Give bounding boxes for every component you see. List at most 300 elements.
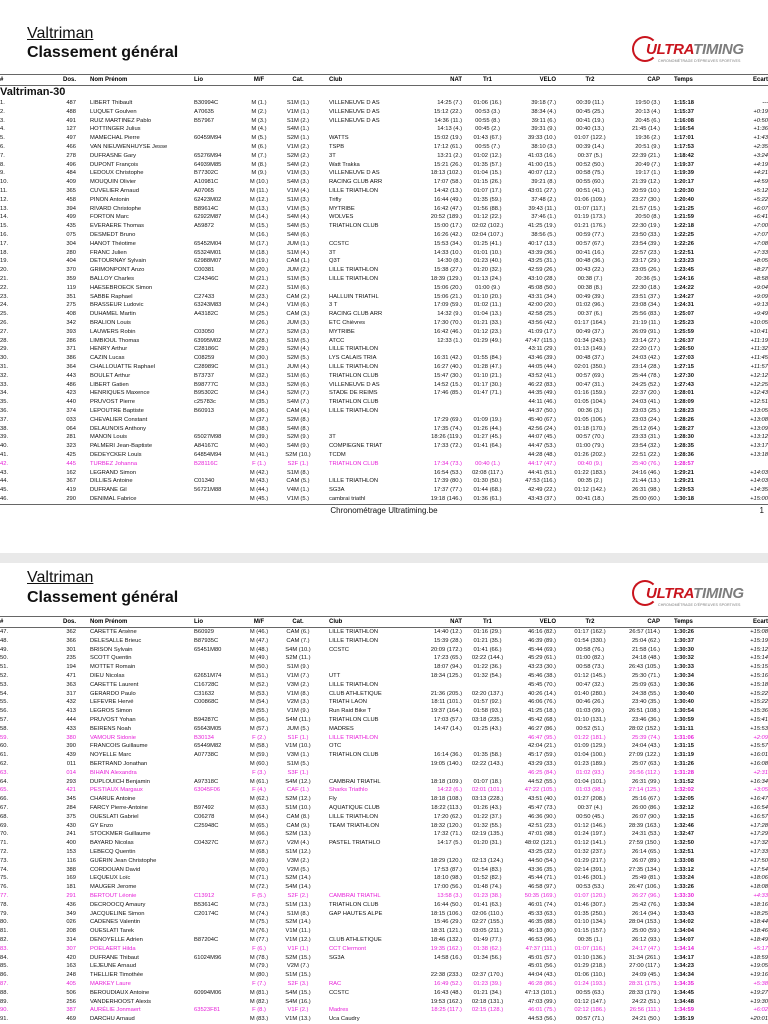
cell-dossard: 440 <box>66 399 76 406</box>
cell-bike: 40:26 (14.) <box>527 690 556 697</box>
cell-time: 1:32:47 <box>674 831 694 838</box>
cell-t1: 01:23 (40.) <box>473 258 502 265</box>
cell-time: 1:34:48 <box>674 998 694 1005</box>
cell-name: PALMERI Jean-Baptiste <box>90 443 153 450</box>
cell-bike: 45:01 (57.) <box>527 954 556 961</box>
cell-gap: +13:12 <box>750 434 768 441</box>
cell-time: 1:24:22 <box>674 284 694 291</box>
cell-time: 1:34:34 <box>674 972 694 979</box>
cell-swim: 14:58 (16.) <box>433 954 462 961</box>
cell-dossard: 469 <box>66 1016 76 1023</box>
cell-dossard: 436 <box>66 901 76 908</box>
cell-time: 1:18:42 <box>674 152 694 159</box>
cell-gap: +13:18 <box>750 452 768 458</box>
cell-name: PRUVOST Yohan <box>90 717 136 723</box>
cell-t2: 01:54 (330.) <box>574 637 606 644</box>
cell-sex: M (18.) <box>249 249 269 256</box>
cell-t1: 02:04 (107.) <box>471 232 504 238</box>
cell-club: LILLE TRIATHLON <box>329 346 379 353</box>
cell-time: 1:24:16 <box>674 276 694 282</box>
cell-dossard: 365 <box>66 188 76 194</box>
cell-name: DELESALLE Brieuc <box>90 637 142 644</box>
cell-dossard: 496 <box>66 161 76 168</box>
cell-swim: 17:53 (87.) <box>433 866 462 873</box>
cell-sex: M (77.) <box>249 937 269 943</box>
cell-dossard: 241 <box>66 831 76 838</box>
cell-swim: 14:36 (11.) <box>434 117 462 124</box>
cell-run: 25:40 (76.) <box>631 460 660 467</box>
cell-rank: 56. <box>0 708 9 715</box>
cell-run: 28:39 (163.) <box>628 822 660 829</box>
cell-name: FORTON Marc <box>90 214 129 221</box>
cell-name: VANDERHOOST Alexis <box>90 998 151 1005</box>
cell-t1: 01:01 (10.) <box>473 249 502 256</box>
cell-sex: M (66.) <box>249 831 269 838</box>
cell-dossard: 248 <box>66 972 76 979</box>
cell-dossard: 499 <box>66 214 76 221</box>
cell-gap: +14:03 <box>750 478 768 485</box>
cell-club: LILLE TRIATHLON <box>329 813 379 820</box>
cell-dossard: 278 <box>66 152 76 159</box>
cell-sex: M (25.) <box>249 311 269 318</box>
cell-sex: M (33.) <box>249 381 269 388</box>
cell-name: DUPLOUICH Benjamin <box>90 778 150 785</box>
cell-time: 1:33:12 <box>674 866 694 873</box>
cell-rank: 32. <box>0 372 9 379</box>
cell-t2: 01:06 (110.) <box>574 972 606 979</box>
cell-rank: 45. <box>0 487 9 494</box>
cell-sex: M (55.) <box>249 708 269 715</box>
cell-dossard: 458 <box>66 196 76 203</box>
cell-dossard: 301 <box>66 646 76 653</box>
cell-swim: 15:06 (20.) <box>433 284 462 291</box>
cell-sex: M (3.) <box>251 117 267 124</box>
cell-name: SABBE Raphael <box>90 293 133 300</box>
cell-run: 23:03 (25.) <box>631 408 660 414</box>
cell-category: CAM (4.) <box>286 408 310 414</box>
cell-t2: 00:52 (51.) <box>575 725 605 732</box>
cell-rank: 71. <box>0 840 9 847</box>
cell-sex: M (36.) <box>249 408 269 414</box>
cell-swim: 18:29 (120.) <box>430 857 462 864</box>
cell-time: 1:23:45 <box>674 267 694 274</box>
cell-name: VAN NIEUWENHUYSE Jesse <box>90 144 168 150</box>
cell-sex: M (11.) <box>250 188 268 194</box>
cell-sex: M (68.) <box>249 849 269 855</box>
cell-club: LILLE TRIATHLON <box>329 681 379 688</box>
cell-rank: 87. <box>0 981 9 987</box>
cell-sex: M (24.) <box>249 302 269 309</box>
table-row <box>0 205 768 214</box>
cell-run: 20:13 (4.) <box>635 108 660 115</box>
cell-bike: 44:04 (43.) <box>527 972 556 979</box>
table-row <box>0 161 768 170</box>
cell-swim: 14:33 (10.) <box>433 249 462 256</box>
cell-category: V1M (5.) <box>286 205 310 212</box>
cell-name: LIMBIOUL Thomas <box>90 337 140 344</box>
cell-run: 24:18 (48.) <box>631 655 660 662</box>
cell-sex: M (69.) <box>249 857 269 864</box>
cell-t1: 02:01 (101.) <box>471 787 504 794</box>
table-row <box>0 945 768 954</box>
cell-category: V1M (5.) <box>286 496 310 502</box>
cell-licence: C00381 <box>194 267 215 274</box>
cell-name: MOUQUIN Olivier <box>90 179 137 186</box>
cell-gap: +15:22 <box>750 690 768 697</box>
cell-name: DENOYELLE Adrien <box>90 937 143 943</box>
cell-t1: 02:22 (143.) <box>471 761 504 767</box>
table-row <box>0 381 768 390</box>
cell-sex: M (8.) <box>251 161 267 168</box>
cell-t1: 01:20 (31.) <box>473 840 502 847</box>
cell-rank: 15. <box>0 223 9 230</box>
cell-t1: 01:26 (44.) <box>473 425 502 432</box>
cell-sex: M (34.) <box>249 390 269 397</box>
cell-t2: 00:47 (31.) <box>575 381 605 388</box>
cell-swim: 15:47 (30.) <box>433 372 462 379</box>
cell-name: BOULET Arthur <box>90 372 131 379</box>
cell-rank: 68. <box>0 813 9 820</box>
cell-category: V1M (8.) <box>286 690 310 697</box>
cell-time: 1:33:08 <box>674 857 694 864</box>
cell-swim: 17:37 (77.) <box>433 487 462 494</box>
cell-rank: 1. <box>0 100 5 106</box>
cell-t1: 01:28 (47.) <box>473 364 502 370</box>
cell-run: 26:51 (108.) <box>628 708 660 715</box>
cell-swim: 14:22 (6.) <box>437 787 462 794</box>
cell-t1: 01:23 (39.) <box>473 981 502 987</box>
cell-name: FARCY Pierre-Antoine <box>90 805 148 811</box>
cell-bike: 44:41 (51.) <box>527 469 556 476</box>
section-title: Valtriman-30 <box>0 86 66 98</box>
cell-swim: 18:46 (132.) <box>430 937 462 943</box>
cell-name: DILLIES Antoine <box>90 478 133 485</box>
cell-name: THELLIER Timothée <box>90 972 144 979</box>
cell-time: 1:31:26 <box>674 761 694 767</box>
cell-gap: +20:01 <box>750 1016 768 1023</box>
cell-t1: 00:55 (7.) <box>475 144 500 150</box>
cell-bike: 46:06 (76.) <box>527 699 556 706</box>
cell-gap: +19:27 <box>750 989 768 996</box>
cell-rank: 91. <box>0 1016 9 1023</box>
cell-t1: 01:02 (11.) <box>473 302 502 309</box>
cell-t1: 01:04 (15.) <box>473 170 502 177</box>
cell-category: JUM (2.) <box>286 267 310 274</box>
cell-gap: +11:45 <box>750 355 768 362</box>
cell-gap: +18:25 <box>750 910 768 917</box>
cell-gap: +9:04 <box>753 284 768 291</box>
cell-t1: 03:13 (228.) <box>471 796 504 803</box>
cell-swim: 15:53 (34.) <box>433 240 462 247</box>
cell-rank: 84. <box>0 954 9 961</box>
table-row <box>0 910 768 919</box>
cell-t2: 01:04 (100.) <box>574 752 606 759</box>
cell-swim: 19:35 (162.) <box>430 945 462 952</box>
cell-licence: 60459M94 <box>194 135 222 142</box>
cell-time: 1:30:33 <box>674 664 694 671</box>
cell-bike: 38:34 (4.) <box>531 108 556 115</box>
cell-licence: 56721M88 <box>194 487 222 494</box>
cell-category: S1M (13.) <box>285 901 311 908</box>
cell-gap: +5:38 <box>753 981 768 987</box>
cell-sex: M (10.) <box>249 179 269 186</box>
cell-swim: 12:33 (1.) <box>437 337 462 344</box>
cell-swim: 13:21 (2.) <box>437 152 462 159</box>
cell-run: 26:09 (91.) <box>631 328 660 335</box>
cell-gap: +17:50 <box>750 857 768 864</box>
cell-club: VILLENEUVE D AS <box>329 170 380 177</box>
cell-licence: B53614C <box>194 901 219 908</box>
cell-licence: A70635 <box>194 108 214 115</box>
cell-sex: M (43.) <box>249 478 269 485</box>
cell-bike: 45:08 (50.) <box>527 284 556 291</box>
cell-rank: 54. <box>0 690 9 697</box>
cell-sex: M (17.) <box>249 240 269 247</box>
cell-bike: 42:59 (26.) <box>527 267 556 274</box>
cell-t1: 01:21 (34.) <box>473 989 502 996</box>
cell-sex: F (2.) <box>252 734 266 741</box>
cell-name: LEGROS Simon <box>90 708 133 715</box>
table-row <box>0 839 768 848</box>
cell-run: 23:40 (35.) <box>631 699 660 706</box>
cell-bike: 43:25 (31.) <box>527 258 556 265</box>
cell-run: 24:03 (41.) <box>631 399 660 406</box>
cell-t1: 01:23 (38.) <box>473 893 502 899</box>
cell-t1: 01:32 (54.) <box>473 673 502 679</box>
cell-gap: +15:57 <box>750 743 768 750</box>
cell-t2: 00:48 (36.) <box>575 258 605 265</box>
cell-rank: 44. <box>0 478 9 485</box>
cell-swim: 14:25 (7.) <box>437 100 462 106</box>
cell-club: TRIATHLON CLUB <box>329 223 379 230</box>
cell-run: 23:05 (26.) <box>631 267 660 274</box>
cell-dossard: 439 <box>66 752 76 759</box>
cell-t2: 01:35 (250.) <box>574 910 606 917</box>
cell-t2: 01:29 (217.) <box>574 857 606 864</box>
table-row <box>0 1006 768 1015</box>
cell-bike: 46:39 (89.) <box>527 637 556 644</box>
cell-category: JUM (5.) <box>286 725 310 732</box>
table-row <box>0 363 768 372</box>
cell-licence: B60913 <box>194 408 214 414</box>
cell-run: 21:44 (13.) <box>631 478 660 485</box>
cell-gap: +12:51 <box>750 399 768 406</box>
cell-sex: F (6.) <box>252 945 266 952</box>
cell-rank: 28. <box>0 337 9 344</box>
cell-club: Sharks Triathlo <box>329 787 368 794</box>
cell-gap: +3:24 <box>753 152 768 159</box>
cell-time: 1:27:30 <box>674 372 694 379</box>
cell-club: LYS CALAIS TRIA <box>329 355 377 362</box>
cell-club: RAC <box>329 981 342 987</box>
cell-rank: 69. <box>0 822 9 829</box>
cell-dossard: 364 <box>66 364 76 370</box>
cell-dossard: 371 <box>66 346 76 353</box>
cell-t1: 01:35 (59.) <box>473 196 502 203</box>
cell-rank: 13. <box>0 205 9 212</box>
cell-t1: 01:21 (33.) <box>473 320 502 326</box>
cell-sex: M (76.) <box>249 928 269 935</box>
cell-club: CAMBRAI TRIATHL <box>329 893 381 899</box>
cell-bike: 46:13 (80.) <box>527 928 556 935</box>
cell-rank: 55. <box>0 699 9 706</box>
cell-club: CCSTC <box>329 989 349 996</box>
cell-club: 3T <box>329 152 336 159</box>
cell-gap: +16:57 <box>750 813 768 820</box>
cell-dossard: 208 <box>66 928 76 935</box>
table-row <box>0 830 768 839</box>
cell-club: CAMBRAI TRIATHL <box>329 778 381 785</box>
cell-run: 20:59 (10.) <box>631 188 660 194</box>
cell-gap: +9:09 <box>753 293 768 300</box>
cell-rank: 26. <box>0 320 9 326</box>
cell-club: HALLUIN TRIATHL <box>329 293 379 300</box>
cell-category: CAM (2.) <box>286 293 310 300</box>
cell-licence: B95302C <box>194 390 219 397</box>
cell-dossard: 380 <box>66 734 76 741</box>
cell-sex: M (38.) <box>249 425 269 432</box>
cell-category: V1M (3.) <box>286 170 310 177</box>
cell-bike: 46:47 (95.) <box>527 734 556 741</box>
cell-category: S4M (14.) <box>285 884 311 891</box>
cell-gap: +3:05 <box>753 787 768 794</box>
cell-licence: B87204C <box>194 937 219 943</box>
cell-category: CAF (1.) <box>287 787 309 794</box>
cell-club: CCT Clermont <box>329 945 366 952</box>
cell-rank: 75. <box>0 875 9 882</box>
cell-t1: 01:06 (16.) <box>473 100 502 106</box>
cell-category: S2M (11.) <box>285 655 311 662</box>
cell-sex: F (7.) <box>252 981 266 987</box>
cell-category: V4M (1.) <box>286 487 310 494</box>
cell-run: 24:04 (43.) <box>631 743 660 750</box>
cell-t1: 01:56 (88.) <box>473 205 502 212</box>
cell-sex: M (51.) <box>249 673 269 679</box>
cell-club: LILLE TRIATHLON <box>329 408 379 414</box>
cell-category: S1M (9.) <box>286 664 310 671</box>
table-row <box>0 654 768 663</box>
cell-t2: 01:17 (164.) <box>574 320 606 326</box>
col-bike: VELO <box>539 77 556 83</box>
cell-run: 26:43 (105.) <box>628 664 660 671</box>
cell-sex: F (5.) <box>252 893 266 899</box>
cell-swim: 17:29 (69.) <box>433 416 462 423</box>
cell-bike: 46:27 (86.) <box>527 725 556 732</box>
cell-bike: 46:01 (75.) <box>527 1007 556 1014</box>
cell-time: 1:25:59 <box>674 328 694 335</box>
cell-bike: 45:47 (73.) <box>527 805 556 811</box>
cell-t2: 00:57 (71.) <box>575 1016 605 1023</box>
table-row <box>0 901 768 910</box>
cell-licence: B98777C <box>194 381 219 388</box>
cell-run: 25:12 (64.) <box>631 425 660 432</box>
cell-run: 26:57 (114.) <box>629 629 660 635</box>
cell-t2: 00:46 (26.) <box>575 699 605 706</box>
cell-t2: 01:12 (142.) <box>574 487 606 494</box>
cell-swim: 18:25 (117.) <box>431 1007 462 1014</box>
table-row <box>0 980 768 989</box>
cell-name: DIEU Nicolas <box>90 673 125 679</box>
table-row <box>0 1015 768 1024</box>
cell-swim: 22:38 (233.) <box>430 972 462 979</box>
cell-rank: 7. <box>0 152 5 159</box>
cell-category: S2M (2.) <box>286 152 310 159</box>
cell-rank: 59. <box>0 734 9 741</box>
cell-t2: 01:27 (208.) <box>574 796 606 803</box>
cell-sex: M (27.) <box>249 328 269 335</box>
cell-sex: M (19.) <box>249 258 269 265</box>
cell-time: 1:31:06 <box>674 734 694 741</box>
cell-bike: 43:25 (32.) <box>527 849 556 855</box>
cell-time: 1:32:12 <box>674 805 694 811</box>
cell-dossard: 317 <box>66 690 76 697</box>
cell-time: 1:31:19 <box>674 752 694 759</box>
cell-swim: 18:34 (125.) <box>430 673 462 679</box>
cell-gap: +16:34 <box>750 778 768 785</box>
cell-run: 25:09 (63.) <box>631 681 660 688</box>
cell-gap: +18:08 <box>750 884 768 891</box>
cell-gap: +19:30 <box>750 998 768 1005</box>
cell-t1: 02:19 (135.) <box>471 831 504 838</box>
cell-swim: 14:52 (15.) <box>433 381 462 388</box>
cell-rank: 27. <box>0 328 9 335</box>
cell-bike: 43:52 (41.) <box>527 372 556 379</box>
table-row <box>0 389 768 398</box>
cell-name: BIHAIN Alexandra <box>90 769 137 776</box>
cell-gap: +9:13 <box>753 302 768 309</box>
cell-swim: 17:03 (57.) <box>433 717 462 723</box>
cell-time: 1:19:37 <box>674 161 694 168</box>
cell-name: BAYARD Nicolas <box>90 840 134 847</box>
cell-t1: 00:53 (3.) <box>475 108 500 115</box>
cell-licence: C28186C <box>194 346 219 353</box>
cell-dossard: 026 <box>66 919 76 926</box>
cell-licence: A07738C <box>194 752 219 759</box>
cell-swim: 14:42 (13.) <box>433 188 462 194</box>
cell-t1: 01:13 (24.) <box>473 276 502 282</box>
cell-t2: 01:07 (117.) <box>574 205 606 212</box>
cell-gap: +6:02 <box>753 1007 768 1014</box>
cell-bike: 41:00 (15.) <box>527 161 556 168</box>
cell-t1: 02:15 (128.) <box>471 1007 504 1014</box>
cell-t2: 01:29 (218.) <box>574 963 606 970</box>
cell-gap: +13:09 <box>750 425 768 432</box>
cell-t2: 00:39 (11.) <box>576 100 604 106</box>
cell-swim: 16:49 (52.) <box>433 981 462 987</box>
table-row <box>0 778 768 787</box>
cell-bike: 44:53 (56.) <box>527 1016 556 1023</box>
table-row <box>0 117 768 126</box>
cell-time: 1:16:08 <box>674 117 694 124</box>
cell-t1: 02:37 (170.) <box>471 972 504 979</box>
cell-t2: 01:00 (82.) <box>575 655 605 662</box>
cell-club: MADRES <box>329 725 354 732</box>
cell-club: MYTRIBE <box>329 205 355 212</box>
cell-bike: 43:10 (28.) <box>527 276 556 282</box>
table-row <box>0 672 768 681</box>
table-row <box>0 734 768 743</box>
cell-t2: 01:12 (145.) <box>574 673 606 679</box>
cell-time: 1:28:27 <box>674 425 694 432</box>
cell-sex: F (8.) <box>252 1007 266 1014</box>
cell-swim: 15:39 (28.) <box>433 637 462 644</box>
cell-bike: 46:53 (96.) <box>527 937 556 943</box>
cell-t2: 01:40 (280.) <box>574 690 606 697</box>
cell-category: S4M (5.) <box>286 223 310 230</box>
cell-name: SCOTT Quentin <box>90 655 132 662</box>
cell-run: 27:35 (134.) <box>628 866 660 873</box>
cell-gap: +7:07 <box>753 232 768 238</box>
